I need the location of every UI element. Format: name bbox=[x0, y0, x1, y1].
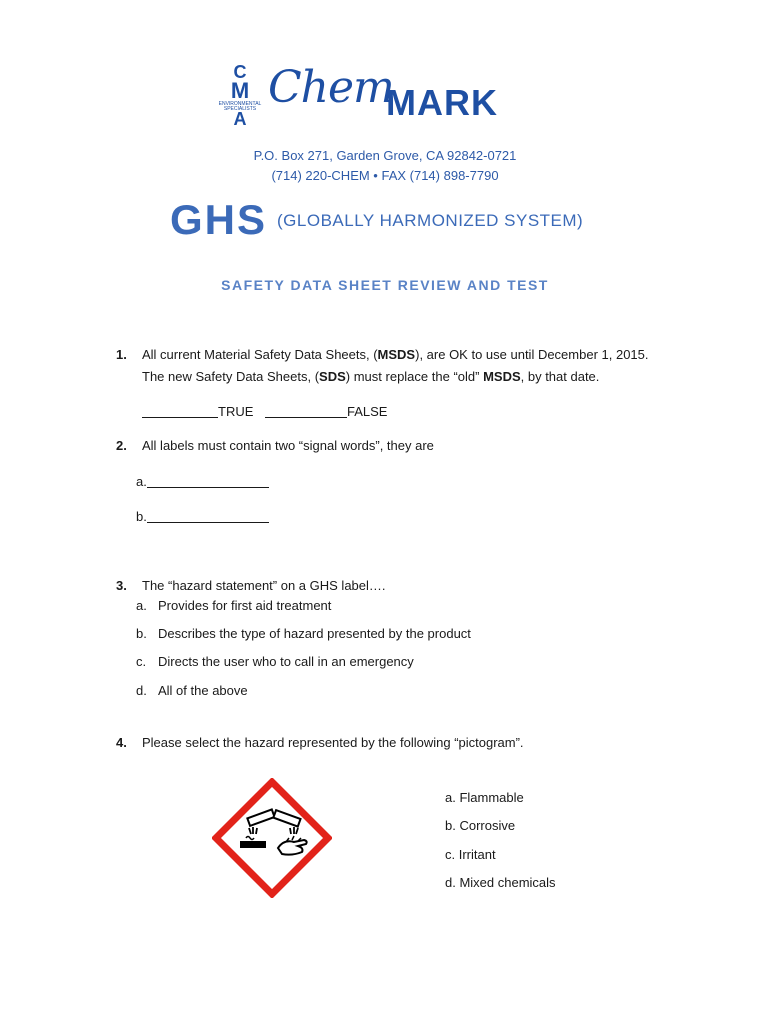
question-number: 3. bbox=[116, 578, 127, 593]
false-label: FALSE bbox=[347, 404, 388, 419]
option-letter: a. bbox=[136, 474, 147, 489]
option-d[interactable] bbox=[136, 683, 248, 698]
option-b[interactable] bbox=[136, 626, 471, 641]
chemmark-logo-icon bbox=[218, 60, 262, 126]
ghs-expansion: (GLOBALLY HARMONIZED SYSTEM) bbox=[277, 211, 584, 230]
option-letter: d. bbox=[136, 683, 147, 698]
question-4 bbox=[0, 733, 770, 753]
signal-word-a-blank[interactable] bbox=[147, 473, 269, 488]
question-1 bbox=[0, 345, 770, 405]
false-blank[interactable] bbox=[265, 403, 347, 418]
page-subtitle: SAFETY DATA SHEET REVIEW AND TEST bbox=[221, 277, 549, 293]
answer-option-d[interactable]: d. Mixed chemicals bbox=[445, 875, 556, 890]
question-number: 4. bbox=[116, 735, 127, 750]
option-letter: a. bbox=[136, 598, 147, 613]
option-letter: b. bbox=[136, 626, 147, 641]
signal-word-a bbox=[136, 472, 269, 492]
option-a[interactable] bbox=[136, 598, 331, 613]
signal-word-b bbox=[136, 507, 269, 527]
logo-script-text: Chem bbox=[268, 62, 394, 113]
option-text: Provides for first aid treatment bbox=[158, 598, 332, 613]
option-c[interactable] bbox=[136, 654, 414, 669]
option-text: All of the above bbox=[158, 683, 248, 698]
option-text: Directs the user who to call in an emergency bbox=[158, 654, 414, 669]
answer-option-a[interactable]: a. Flammable bbox=[445, 790, 524, 805]
question-3 bbox=[0, 576, 770, 596]
true-blank[interactable] bbox=[142, 403, 218, 418]
logo-bold-text: MARK bbox=[386, 82, 498, 123]
corrosion-pictogram-icon bbox=[212, 778, 332, 898]
question-1-line-1: All current Material Safety Data Sheets, (MSDS), are OK to use until December 1, 2015. bbox=[142, 347, 649, 362]
question-text: The “hazard statement” on a GHS label…. bbox=[142, 578, 386, 593]
question-text: All labels must contain two “signal words”, they are bbox=[142, 438, 434, 453]
true-label: TRUE bbox=[218, 404, 254, 419]
logo-letter-a: A bbox=[233, 109, 247, 126]
address-line-1: P.O. Box 271, Garden Grove, CA 92842-0721 bbox=[253, 148, 517, 163]
option-letter: c. bbox=[136, 654, 147, 669]
ghs-title bbox=[170, 196, 583, 244]
logo-letter-m: M bbox=[230, 78, 250, 103]
logo-tag-1: ENVIRONMENTAL bbox=[218, 101, 262, 107]
question-2 bbox=[0, 436, 770, 456]
question-number: 1. bbox=[116, 347, 127, 362]
logo-letter-c: C bbox=[233, 62, 247, 82]
signal-word-b-blank[interactable] bbox=[147, 508, 269, 523]
question-number: 2. bbox=[116, 438, 127, 453]
question-text: Please select the hazard represented by the following “pictogram”. bbox=[142, 735, 524, 750]
answer-option-c[interactable]: c. Irritant bbox=[445, 847, 496, 862]
answer-option-b[interactable]: b. Corrosive bbox=[445, 818, 516, 833]
logo-tag-2: SPECIALISTS bbox=[223, 106, 257, 112]
question-1-line-2: The new Safety Data Sheets, (SDS) must replace the “old” MSDS, by that date. bbox=[142, 369, 600, 384]
ghs-word: GHS bbox=[170, 196, 268, 243]
address-line-2: (714) 220-CHEM • FAX (714) 898-7790 bbox=[271, 168, 499, 183]
option-text: Describes the type of hazard presented by the product bbox=[158, 626, 471, 641]
true-false-answer bbox=[142, 402, 387, 422]
option-letter: b. bbox=[136, 509, 147, 524]
